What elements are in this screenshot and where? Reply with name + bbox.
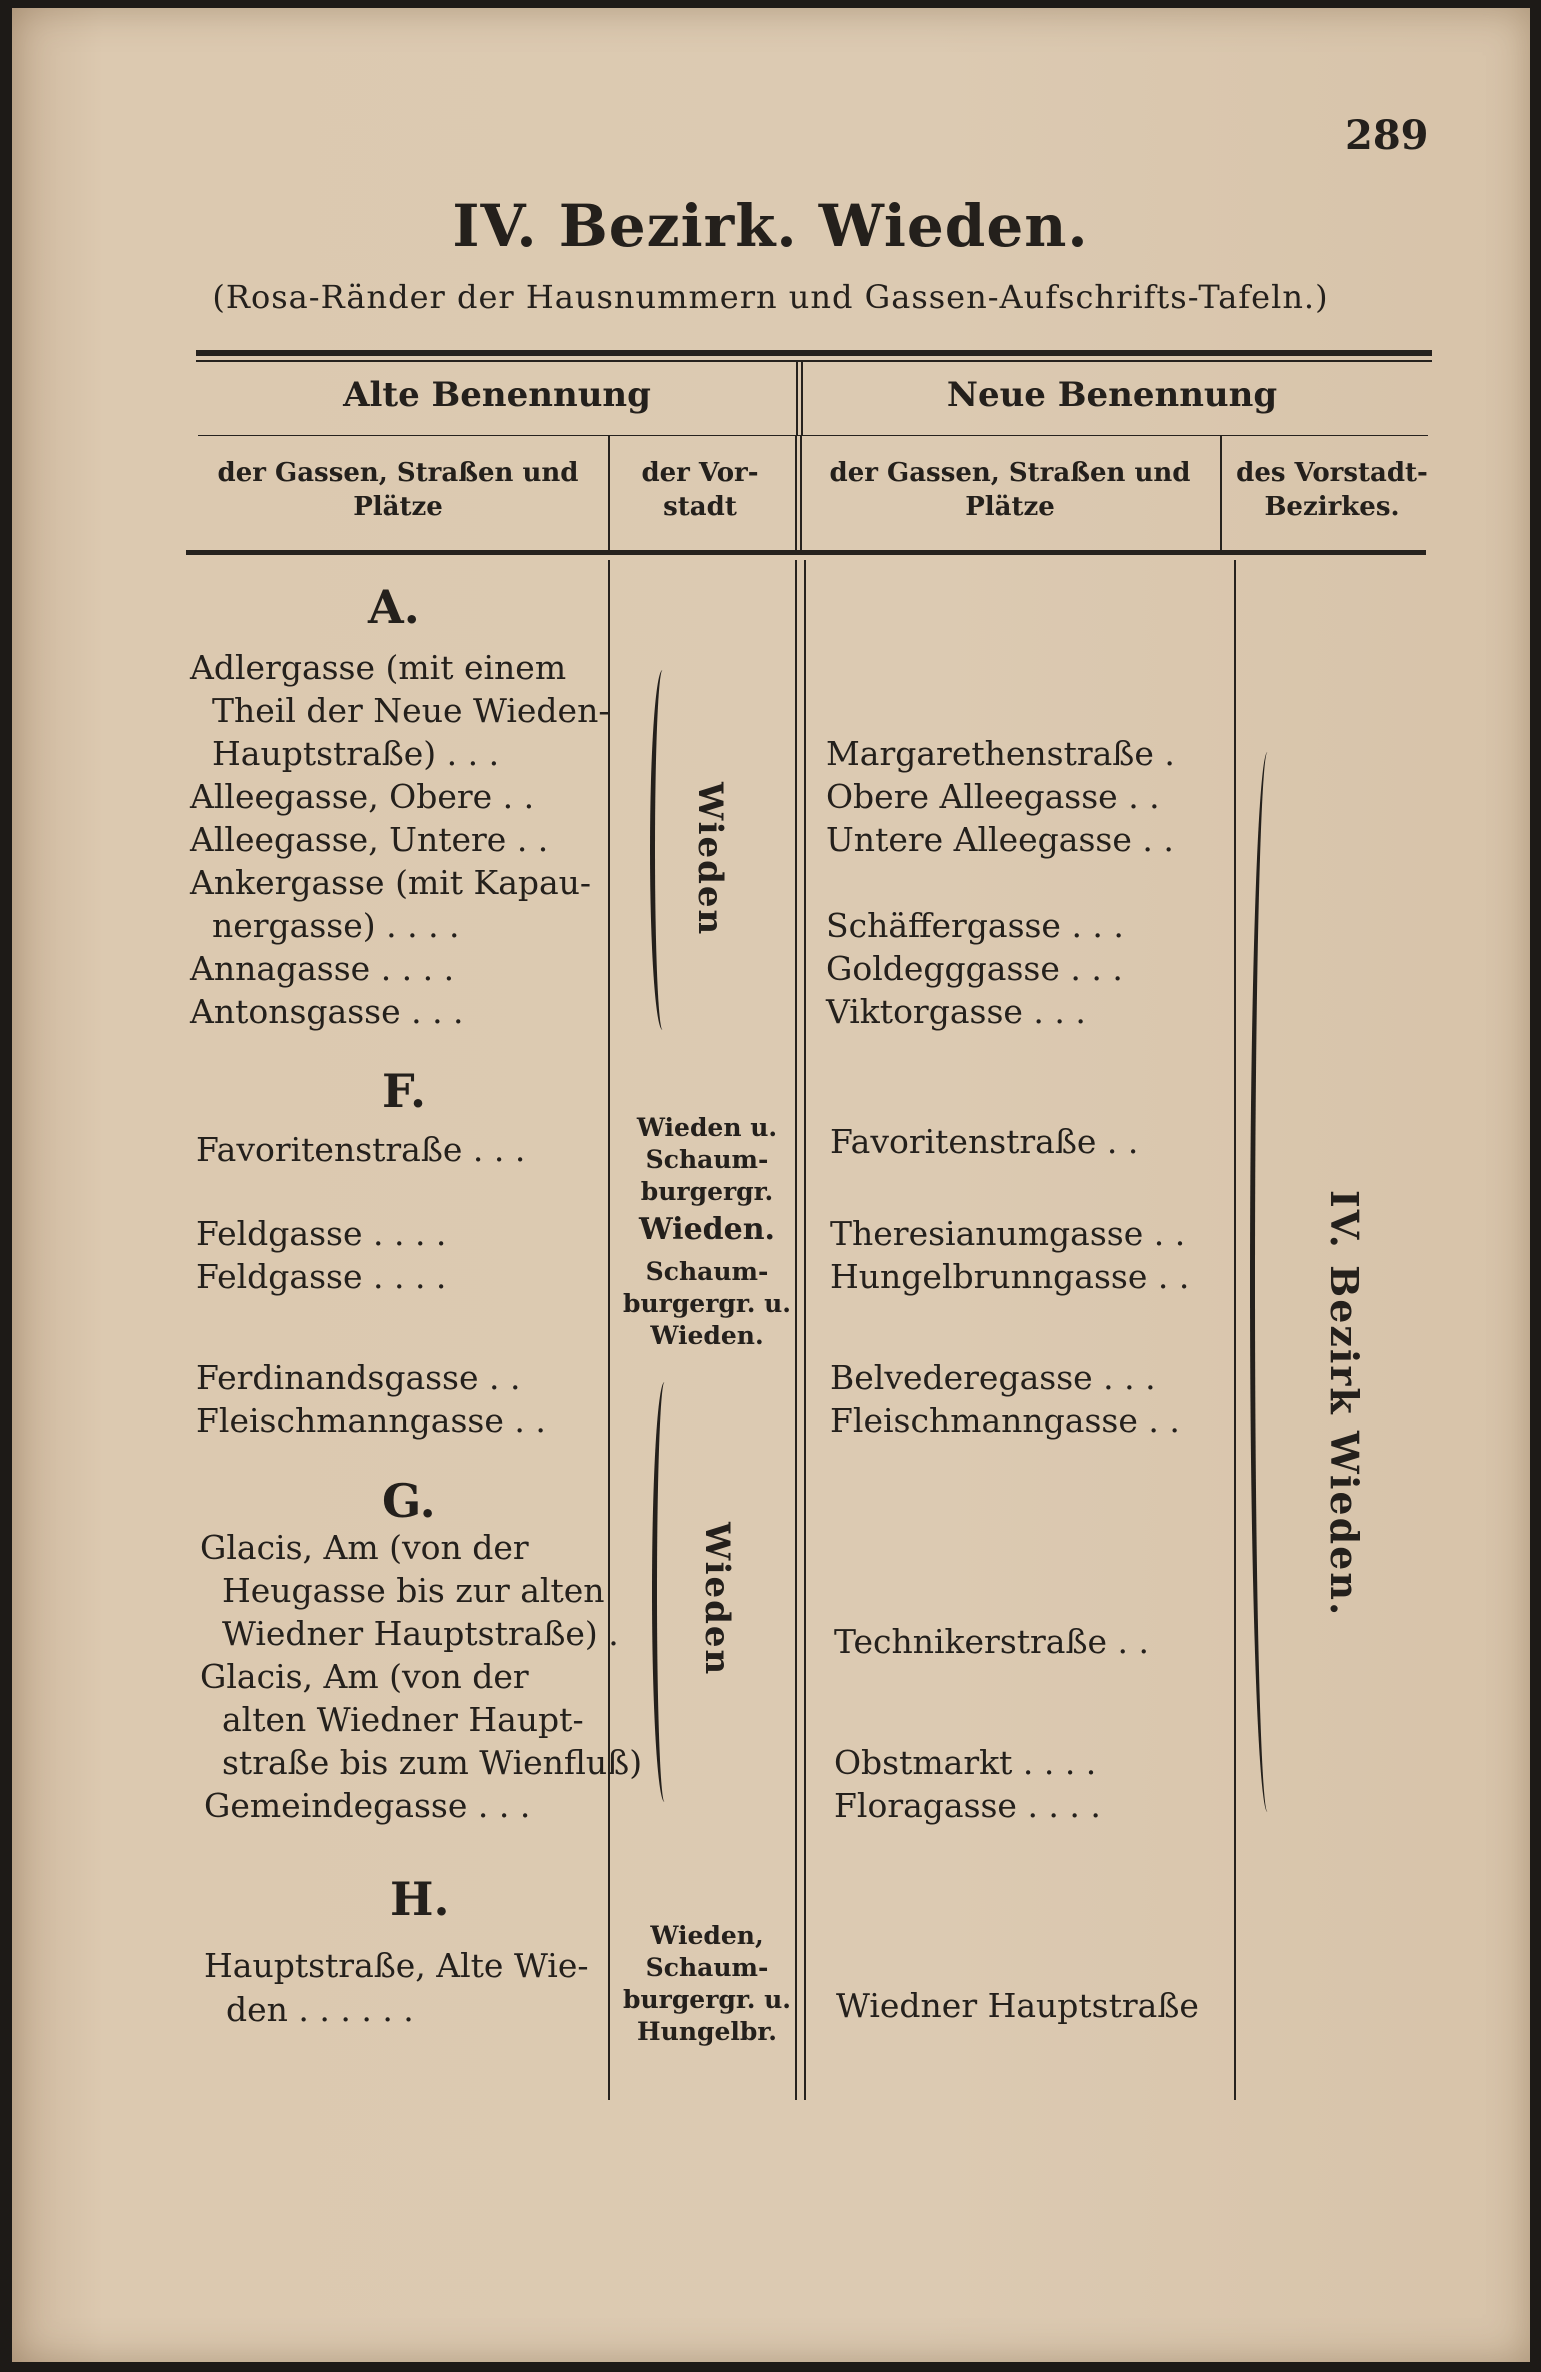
old-name: Feldgasse . . . . xyxy=(196,1257,447,1296)
page-number: 289 xyxy=(1345,112,1429,159)
old-name: Antonsgasse . . . xyxy=(190,992,464,1031)
top-thin-rule xyxy=(196,360,1432,362)
old-name: Ankergasse (mit Kapau- xyxy=(190,863,592,902)
old-name: Adlergasse (mit einem xyxy=(190,648,567,687)
divider-col3b xyxy=(800,436,802,550)
old-name: Alleegasse, Obere . . xyxy=(190,777,535,816)
suburb-favoriten: Wieden u. Schaum-burgergr. xyxy=(636,1113,778,1206)
divider-col3 xyxy=(795,436,797,550)
suburb-feld1: Wieden. xyxy=(639,1212,775,1247)
divider-old-new-head xyxy=(796,362,798,436)
brace-district xyxy=(1250,752,1285,1812)
new-name: Obstmarkt . . . . xyxy=(834,1743,1097,1782)
divider-old-new-head2 xyxy=(801,362,803,436)
old-name: Ferdinandsgasse . . xyxy=(196,1358,521,1397)
new-name: Goldegggasse . . . xyxy=(826,949,1123,988)
old-name: Glacis, Am (von der xyxy=(200,1657,529,1696)
old-name: Glacis, Am (von der xyxy=(200,1528,529,1567)
old-name: Favoritenstraße . . . xyxy=(196,1130,526,1169)
old-name: Hauptstraße) . . . xyxy=(212,734,500,773)
suburb-feld2: Schaum-burgergr. u. Wieden. xyxy=(622,1257,792,1350)
old-name: Annagasse . . . . xyxy=(190,949,455,988)
header-old-streets: der Gassen, Straßen und Plätze xyxy=(217,458,579,522)
new-name: Favoritenstraße . . xyxy=(830,1122,1139,1161)
new-name: Margarethenstraße . xyxy=(826,734,1175,773)
old-name: Theil der Neue Wieden- xyxy=(212,691,610,730)
body-divider-col2a xyxy=(795,560,797,2100)
new-name: Fleischmanngasse . . xyxy=(830,1401,1180,1440)
body-divider-col1 xyxy=(608,560,610,2100)
old-name: Feldgasse . . . . xyxy=(196,1214,447,1253)
new-name: Wiedner Hauptstraße xyxy=(836,1986,1199,2025)
divider-col4 xyxy=(1220,436,1222,550)
section-letter-g: G. xyxy=(382,1474,436,1528)
new-name: Belvederegasse . . . xyxy=(830,1358,1156,1397)
new-name: Floragasse . . . . xyxy=(834,1786,1101,1825)
header-divider xyxy=(198,435,1428,436)
new-name: Viktorgasse . . . xyxy=(826,992,1086,1031)
old-name: alten Wiedner Haupt- xyxy=(222,1700,584,1739)
header-new-streets: der Gassen, Straßen und Plätze xyxy=(829,458,1191,522)
new-name: Hungelbrunngasse . . xyxy=(830,1257,1190,1296)
brace-a xyxy=(650,670,675,1030)
header-new: Neue Benennung xyxy=(946,375,1278,415)
header-old-suburb: der Vor-stadt xyxy=(641,458,759,522)
new-name: Schäffergasse . . . xyxy=(826,906,1124,945)
section-letter-f: F. xyxy=(382,1064,427,1118)
header-old: Alte Benennung xyxy=(343,375,651,415)
new-name: Untere Alleegasse . . xyxy=(826,820,1174,859)
page-title: IV. Bezirk. Wieden. xyxy=(452,192,1089,260)
old-name: nergasse) . . . . xyxy=(212,906,460,945)
new-name: Technikerstraße . . xyxy=(834,1622,1149,1661)
top-double-rule xyxy=(196,350,1432,356)
header-bottom-rule xyxy=(186,550,1426,555)
body-divider-col2b xyxy=(804,560,806,2100)
section-letter-h: H. xyxy=(390,1872,450,1926)
page-subtitle: (Rosa-Ränder der Hausnummern und Gassen-Aufschrifts-Tafeln.) xyxy=(212,278,1329,316)
old-name: straße bis zum Wienfluß) xyxy=(222,1743,643,1782)
old-name: den . . . . . . xyxy=(226,1990,414,2029)
old-name: Alleegasse, Untere . . xyxy=(190,820,549,859)
old-name: Heugasse bis zur alten xyxy=(222,1571,605,1610)
section-letter-a: A. xyxy=(368,580,420,634)
brace-g xyxy=(652,1382,677,1802)
old-name: Wiedner Hauptstraße) . xyxy=(222,1614,619,1653)
suburb-wieden-g: Wieden xyxy=(697,1522,737,1677)
old-name: Fleischmanngasse . . xyxy=(196,1401,546,1440)
new-name: Theresianumgasse . . xyxy=(830,1214,1186,1253)
old-name: Hauptstraße, Alte Wie- xyxy=(204,1946,589,1985)
suburb-haupt: Wieden, Schaum-burgergr. u. Hungelbr. xyxy=(622,1921,792,2046)
suburb-wieden-a: Wieden xyxy=(690,782,730,937)
header-new-district: des Vorstadt-Bezirkes. xyxy=(1236,458,1428,522)
new-name: Obere Alleegasse . . xyxy=(826,777,1160,816)
district-label: IV. Bezirk Wieden. xyxy=(1322,1190,1367,1618)
old-name: Gemeindegasse . . . xyxy=(204,1786,531,1825)
body-divider-col3 xyxy=(1234,560,1236,2100)
divider-col1 xyxy=(608,436,610,550)
